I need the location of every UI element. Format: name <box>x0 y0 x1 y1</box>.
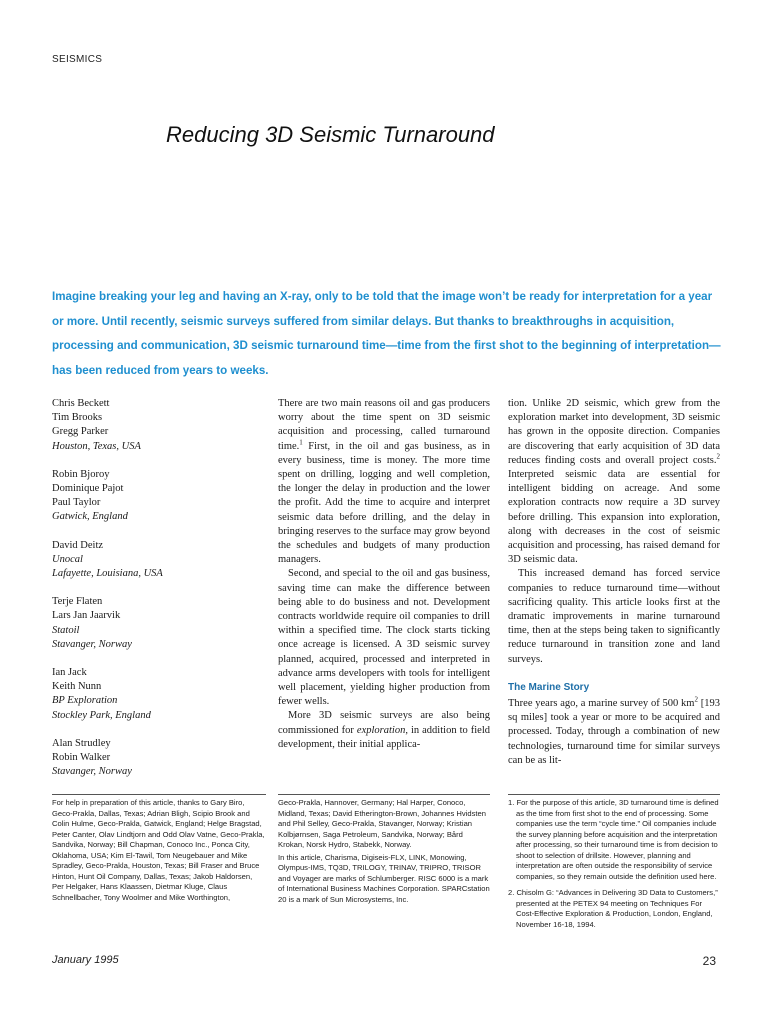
author-name: Ian Jack <box>52 667 87 679</box>
text-run: Three years ago, a marine survey of 500 km <box>508 698 695 710</box>
author-affiliation: Stavanger, Norway <box>52 766 132 778</box>
author-affiliation: Gatwick, England <box>52 511 128 523</box>
article-lede: Imagine breaking your leg and having an X-ray, only to be told that the image won’t be ready for interpretation for a year or more. Until recently, seismic surveys suffered from similar delays. But thanks to breakthroughs in acquisition, processing and communication, 3D seismic turnaround time—time from the first shot to the beginning of interpretation—has been reduced from years to weeks. <box>52 290 721 377</box>
page-number: 23 <box>702 954 716 968</box>
body-paragraph <box>278 397 490 567</box>
superscript: 2 <box>694 695 698 704</box>
author-name: Alan Strudley <box>52 737 111 749</box>
author-affiliation: Stockley Park, England <box>52 709 151 721</box>
trademark-notice: In this article, Charisma, Digiseis-FLX, LINK, Monowing, Olympus-IMS, TQ3D, TRILOGY, TRINAV, TRIPRO, TRISOR and Voyager are marks of Schlumberger. RISC 6000 is a mark of International Business Machines Corporation. SPARCstation 20 is a mark of Sun Microsystems, Inc. <box>278 852 490 904</box>
author-affiliation: Stavanger, Norway <box>52 638 132 650</box>
body-column-1 <box>278 397 490 752</box>
text-run: First, in the oil and gas business, as in every business, time is money. The more time spent on drilling, logging and well completion, the longer the delay in production and the lower the profit. Add the time to acquire and interpret seismic data before drilling, and the delay in bringing reserves to the surface may grow beyond the schedules and budgets of many production managers. <box>278 440 490 566</box>
body-paragraph <box>278 709 490 752</box>
author-name: Dominique Pajot <box>52 483 124 495</box>
author-name: Keith Nunn <box>52 681 102 693</box>
author-name: Tim Brooks <box>52 412 103 424</box>
acknowledgment-text: For help in preparation of this article, thanks to Gary Biro, Geco-Prakla, Dallas, Texas; Adrian Bligh, Scipio Brook and Colin Hulme, Geco-Prakla, Gatwick, England; Helge Bragstad, Peter Canter, Olav Lindtjorn and Odd Olav Vatne, Geco-Prakla, Sandvika, Norway; Bill Chapman, Conoco Inc., Ponca City, Oklahoma, USA; Kim El-Tawil, Tom Neugebauer and Mike Spradley, Geco-Prakla, Houston, Texas; Bill Fraser and Bruce Hinton, Hunt Oil Company, Dallas, Texas; Jakob Haldorsen, Per Helgaker, Hans Klaassen, Dietmar Kluge, Claus Schnellbacher, Tony Woolmer and Mike Worthington, <box>52 798 265 902</box>
author-name: Chris Beckett <box>52 398 110 409</box>
acknowledgments <box>52 798 266 903</box>
author-group <box>52 666 252 723</box>
author-group <box>52 468 252 525</box>
footnote-divider <box>52 794 266 795</box>
author-affiliation: Unocal <box>52 553 83 565</box>
section-subheading: The Marine Story <box>508 681 590 693</box>
text-run: More 3D seismic surveys are also being commissioned for <box>278 710 490 736</box>
author-group <box>52 737 252 780</box>
footnote-ref: 1 <box>299 438 303 447</box>
emphasis: exploration <box>356 724 406 736</box>
footnote-2: 2. Chisolm G: “Advances in Delivering 3D Data to Customers,” presented at the PETEX 94 meeting on Techniques For Cost-Effective Exploration & Production, London, England, November 16-18, 1994. <box>508 888 718 929</box>
author-affiliation: Houston, Texas, USA <box>52 440 141 452</box>
author-name: David Deitz <box>52 539 104 551</box>
acknowledgments-continued <box>278 798 490 905</box>
body-paragraph: This increased demand has forced service companies to reduce turnaround time—without sacrificing quality. This article looks first at the dramatic improvements in marine turnaround time, then at the steps being taken to significantly reduce turnaround in transition zone and land surveys. <box>508 568 720 665</box>
author-group <box>52 397 252 454</box>
text-run: [193 sq miles] took a year or more to be acquired and processed. Today, through a combination of new technologies, turnaround time for similar surveys can be as lit- <box>508 698 721 766</box>
text-run: , in addition to field development, their initial applica- <box>278 724 490 750</box>
author-affiliation: BP Exploration <box>52 695 118 707</box>
text-run: There are two main reasons oil and gas producers worry about the time spent on 3D seismic acquisition and processing, called turnaround time. <box>278 398 490 452</box>
body-paragraph: Second, and special to the oil and gas business, saving time can make the difference between being able to do business and not. Development contracts worldwide require oil companies to drill within a specified time. The clock starts ticking once acreage is licensed. A 3D seismic survey planned, acquired, processed and interpreted in advance arms developers with tools for intelligent well placement, yielding higher production from fewer wells. <box>278 568 490 708</box>
author-affiliation: Lafayette, Louisiana, USA <box>52 568 163 580</box>
author-group <box>52 539 252 582</box>
text-run: tion. Unlike 2D seismic, which grew from the exploration market into development, 3D seismic has grown in the opposite direction. Companies are discovering that early acquisition of 3D data reduces finding costs and overall project costs. <box>508 398 720 466</box>
author-name: Terje Flaten <box>52 596 103 608</box>
author-name: Lars Jan Jaarvik <box>52 610 121 622</box>
footnote-ref: 2 <box>716 452 720 461</box>
author-name: Gregg Parker <box>52 426 109 438</box>
author-list <box>52 397 252 793</box>
acknowledgment-text: Geco-Prakla, Hannover, Germany; Hal Harper, Conoco, Midland, Texas; David Etherington-Brown, Johannes Hvidsten and Phil Selley, Geco-Prakla, Stavanger, Norway; Kristian Kolbjørnsen, Saga Petroleum, Sandvika, Norway; Bård Krokan, Norsk Hydro, Stabekk, Norway. <box>278 798 486 849</box>
author-affiliation: Statoil <box>52 624 80 636</box>
text-run: Interpreted seismic data are essential for intelligent bidding on acreage. And some exploration contracts now require a 3D survey before drilling. This expansion into exploration, along with decreases in the cost of seismic acquisition and processing, has raised demand for 3D seismic data. <box>508 469 720 566</box>
author-name: Robin Bjoroy <box>52 468 110 480</box>
footnote-divider <box>508 794 720 795</box>
article-title: Reducing 3D Seismic Turnaround <box>166 122 495 147</box>
footnotes <box>508 798 720 936</box>
author-name: Paul Taylor <box>52 497 101 509</box>
issue-date: January 1995 <box>52 954 119 966</box>
body-paragraph <box>508 697 720 768</box>
author-group <box>52 595 252 652</box>
author-name: Robin Walker <box>52 752 111 764</box>
footnote-divider <box>278 794 490 795</box>
footnote-1: 1. For the purpose of this article, 3D turnaround time is defined as the time from first shot to the end of processing. Some companies use the term “cycle time.” Oil companies include the survey planning before acquisition and the interpretation after processing, so their turnaround time is from decision to shoot to selection of drillsite. However, planning and interpretation are often outside the responsibility of service companies, so they remain outside the definition used here. <box>508 798 719 881</box>
body-column-2 <box>508 397 720 768</box>
body-paragraph <box>508 397 720 567</box>
section-label: SEISMICS <box>52 54 103 65</box>
